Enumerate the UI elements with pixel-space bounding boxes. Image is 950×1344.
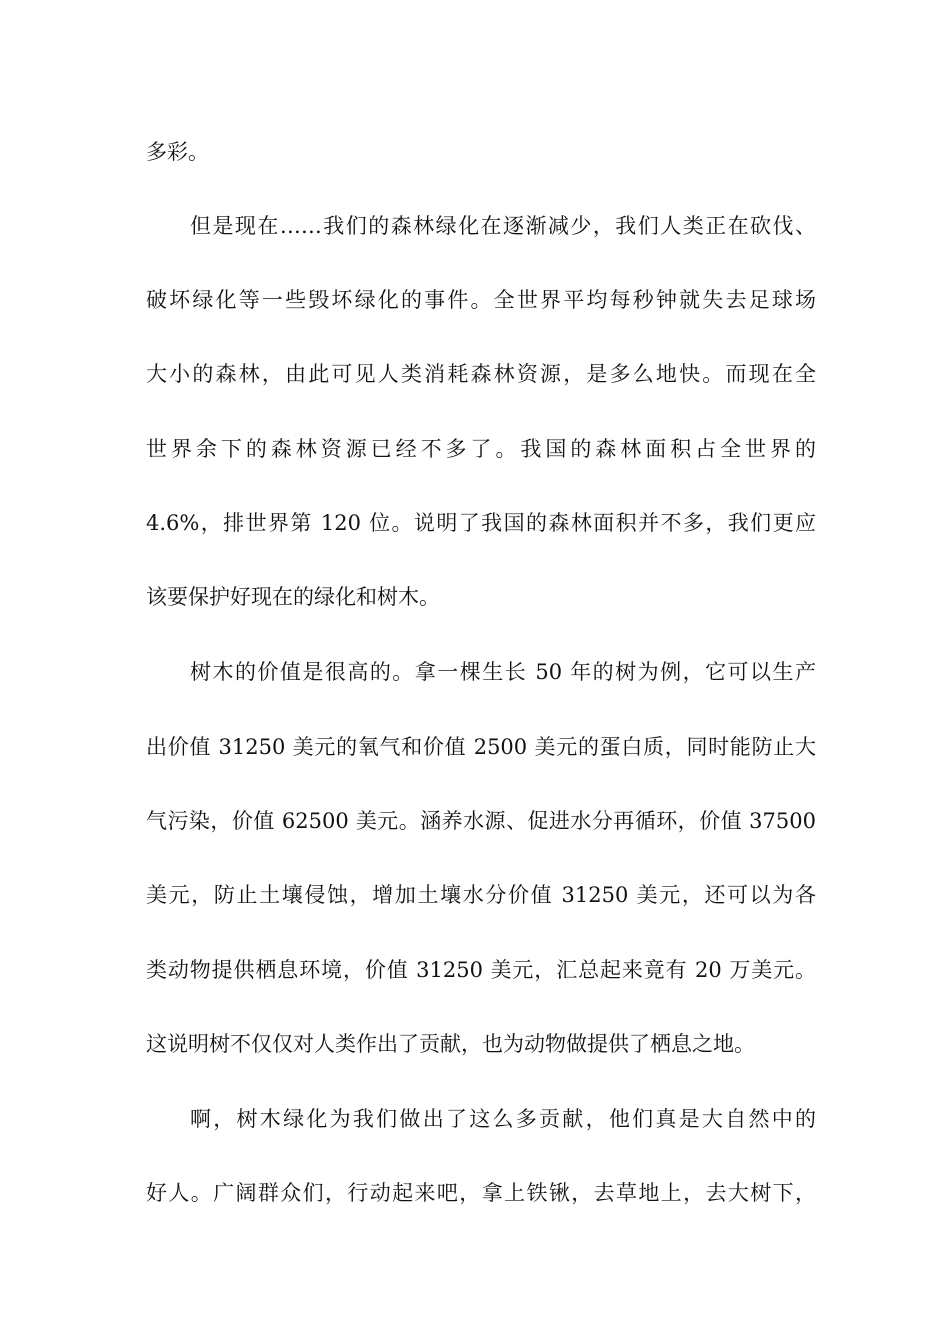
text-line-9: 出价值 31250 美元的氧气和价值 2500 美元的蛋白质，同时能防止大 xyxy=(146,735,816,759)
text-line-6: 4.6%，排世界第 120 位。说明了我国的森林面积并不多，我们更应 xyxy=(146,511,816,535)
paragraph-start-line-2: 但是现在……我们的森林绿化在逐渐减少，我们人类正在砍伐、 xyxy=(190,214,816,238)
text-line-3: 破坏绿化等一些毁坏绿化的事件。全世界平均每秒钟就失去足球场 xyxy=(146,288,816,312)
text-line-13: 这说明树不仅仅对人类作出了贡献，也为动物做提供了栖息之地。 xyxy=(146,1032,755,1056)
paragraph-start-line-8: 树木的价值是很高的。拿一棵生长 50 年的树为例，它可以生产 xyxy=(190,660,816,684)
text-line-12: 类动物提供栖息环境，价值 31250 美元，汇总起来竟有 20 万美元。 xyxy=(146,958,816,982)
text-line-4: 大小的森林，由此可见人类消耗森林资源，是多么地快。而现在全 xyxy=(146,362,816,386)
text-line-10: 气污染，价值 62500 美元。涵养水源、促进水分再循环，价值 37500 xyxy=(146,809,816,833)
text-line-15: 好人。广阔群众们，行动起来吧，拿上铁锹，去草地上，去大树下， xyxy=(146,1181,816,1205)
text-line-7: 该要保护好现在的绿化和树木。 xyxy=(146,585,440,609)
text-line-11: 美元，防止土壤侵蚀，增加土壤水分价值 31250 美元，还可以为各 xyxy=(146,883,816,907)
paragraph-start-line-14: 啊，树木绿化为我们做出了这么多贡献，他们真是大自然中的 xyxy=(190,1107,816,1131)
text-line-5: 世界余下的森林资源已经不多了。我国的森林面积占全世界的 xyxy=(146,437,816,461)
text-line-1: 多彩。 xyxy=(146,140,209,164)
